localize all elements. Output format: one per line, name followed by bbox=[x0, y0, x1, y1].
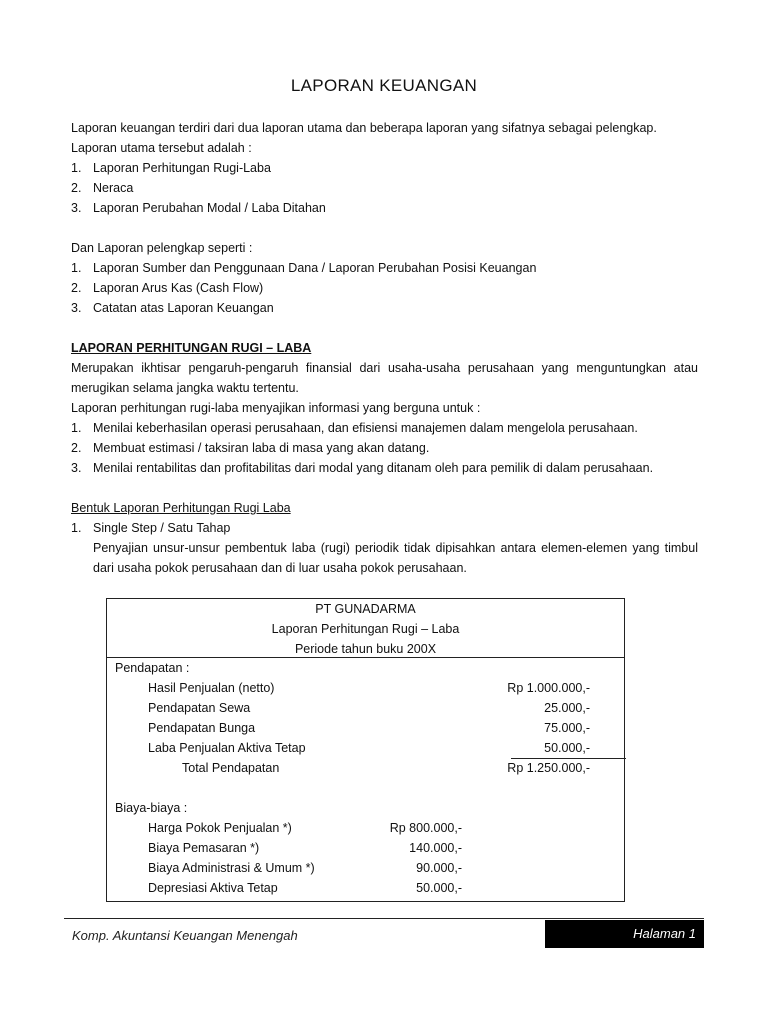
section-heading-rugi-laba: LAPORAN PERHITUNGAN RUGI – LABA bbox=[71, 341, 312, 355]
table-row: Biaya Administrasi & Umum *) 90.000,- bbox=[148, 861, 462, 875]
paragraph-line: Laporan perhitungan rugi-laba menyajikan informasi yang berguna untuk : bbox=[71, 401, 481, 415]
table-row: Hasil Penjualan (netto) Rp 1.000.000,- bbox=[148, 681, 590, 695]
table-row-spacer bbox=[107, 778, 624, 798]
footer-divider bbox=[64, 918, 704, 919]
page-title: LAPORAN KEUANGAN bbox=[290, 76, 478, 95]
intro-line-2: Laporan utama tersebut adalah : bbox=[71, 141, 252, 155]
supplement-intro: Dan Laporan pelengkap seperti : bbox=[71, 241, 253, 255]
statement-header bbox=[107, 599, 624, 658]
table-row: Total Pendapatan Rp 1.250.000,- bbox=[107, 758, 624, 778]
table-row: Depresiasi Aktiva Tetap 50.000,- bbox=[148, 881, 462, 895]
list-item: 1. Laporan Sumber dan Penggunaan Dana / Laporan Perubahan Posisi Keuangan bbox=[71, 261, 537, 275]
company-name: PT GUNADARMA bbox=[315, 602, 416, 616]
table-row: Pendapatan Bunga 75.000,- bbox=[148, 721, 590, 735]
table-row: Laba Penjualan Aktiva Tetap 50.000,- bbox=[148, 741, 590, 755]
table-row: Pendapatan : bbox=[115, 661, 190, 675]
table-row: Biaya-biaya : bbox=[115, 801, 188, 815]
list-item: 3. Menilai rentabilitas dan profitabilitas dari modal yang ditanam oleh para pemilik di dalam perusahaan. bbox=[71, 461, 654, 475]
income-statement-table bbox=[106, 598, 625, 902]
paragraph-line: Merupakan ikhtisar pengaruh-pengaruh finansial dari usaha-usaha perusahaan yang menguntungkan atau bbox=[71, 361, 698, 375]
list-item: 1. Laporan Perhitungan Rugi-Laba bbox=[71, 161, 271, 175]
list-item: 2. Membuat estimasi / taksiran laba di masa yang akan datang. bbox=[71, 441, 430, 455]
statement-body bbox=[107, 658, 624, 898]
footer-course-title: Komp. Akuntansi Keuangan Menengah bbox=[72, 928, 298, 943]
body-content bbox=[71, 118, 698, 578]
footer-page-number: Halaman 1 bbox=[545, 920, 704, 948]
table-row: Harga Pokok Penjualan *) Rp 800.000,- bbox=[148, 821, 462, 835]
paragraph-line: dari usaha pokok perusahaan dan di luar usaha pokok perusahaan. bbox=[93, 561, 467, 575]
paragraph-line: merugikan selama jangka waktu tertentu. bbox=[71, 381, 299, 395]
list-item: 1. Single Step / Satu Tahap bbox=[71, 521, 231, 535]
list-item: 1. Menilai keberhasilan operasi perusahaan, dan efisiensi manajemen dalam mengelola perusahaan. bbox=[71, 421, 638, 435]
list-item: 3. Laporan Perubahan Modal / Laba Ditahan bbox=[71, 201, 326, 215]
table-row: Biaya Pemasaran *) 140.000,- bbox=[148, 841, 462, 855]
table-row: Pendapatan Sewa 25.000,- bbox=[148, 701, 590, 715]
list-item: 2. Neraca bbox=[71, 181, 134, 195]
statement-period: Periode tahun buku 200X bbox=[294, 642, 437, 656]
list-item: 2. Laporan Arus Kas (Cash Flow) bbox=[71, 281, 264, 295]
statement-name: Laporan Perhitungan Rugi – Laba bbox=[271, 622, 460, 636]
section-heading-bentuk: Bentuk Laporan Perhitungan Rugi Laba bbox=[71, 501, 291, 515]
intro-line-1: Laporan keuangan terdiri dari dua laporan utama dan beberapa laporan yang sifatnya sebagai pelengkap. bbox=[71, 121, 657, 135]
paragraph-line: Penyajian unsur-unsur pembentuk laba (rugi) periodik tidak dipisahkan antara elemen-elemen yang timbul bbox=[93, 541, 698, 555]
list-item: 3. Catatan atas Laporan Keuangan bbox=[71, 301, 274, 315]
